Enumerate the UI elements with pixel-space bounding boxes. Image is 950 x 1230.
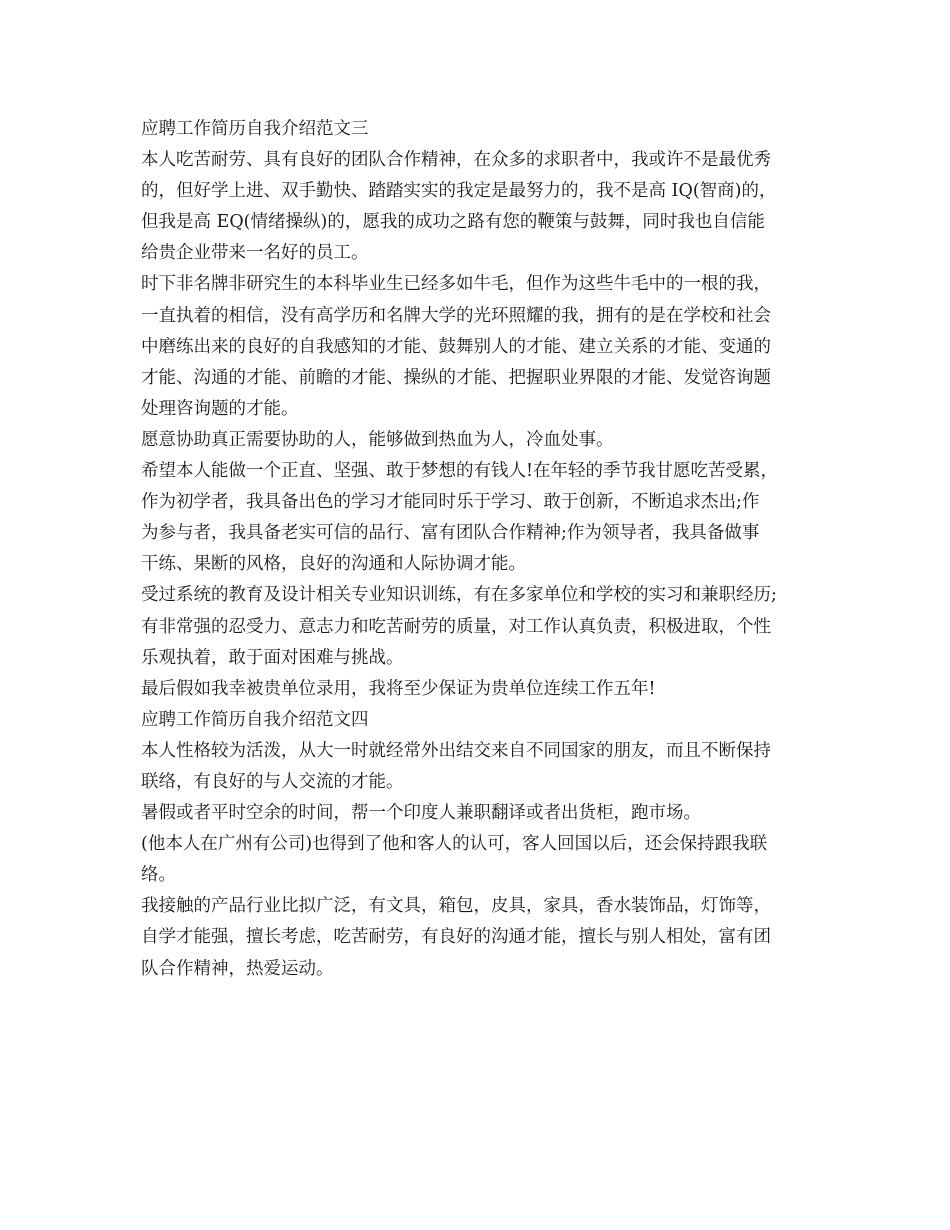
text-line: 中磨练出来的良好的自我感知的才能、鼓舞别人的才能、建立关系的才能、变通的 xyxy=(141,336,771,357)
text-line: 作为初学者，我具备出色的学习才能同时乐于学习、敢于创新，不断追求杰出;作 xyxy=(141,492,760,513)
text-line: 联络，有良好的与人交流的才能。 xyxy=(141,771,404,792)
text-line: 但我是高 EQ(情绪操纵)的，愿我的成功之路有您的鞭策与鼓舞，同时我也自信能 xyxy=(141,212,765,233)
text-line: 最后假如我幸被贵单位录用，我将至少保证为贵单位连续工作五年! xyxy=(141,678,656,699)
section-heading-3: 应聘工作简历自我介绍范文三 xyxy=(141,119,369,139)
text-line: 本人性格较为活泼，从大一时就经常外出结交来自不同国家的朋友，而且不断保持 xyxy=(141,740,771,761)
text-line: 给贵企业带来一名好的员工。 xyxy=(141,243,369,264)
text-line: 干练、果断的风格，良好的沟通和人际协调才能。 xyxy=(141,554,526,575)
text-line: 处理咨询题的才能。 xyxy=(141,398,299,419)
text-line: 愿意协助真正需要协助的人，能够做到热血为人，冷血处事。 xyxy=(141,429,614,450)
text-line: 我接触的产品行业比拟广泛，有文具，箱包，皮具，家具，香水装饰品，灯饰等， xyxy=(141,896,771,917)
text-line: (他本人在广州有公司)也得到了他和客人的认可，客人回国以后，还会保持跟我联 xyxy=(141,834,768,855)
text-line: 才能、沟通的才能、前瞻的才能、操纵的才能、把握职业界限的才能、发觉咨询题 xyxy=(141,367,771,388)
text-line: 时下非名牌非研究生的本科毕业生已经多如牛毛，但作为这些牛毛中的一根的我， xyxy=(141,274,771,295)
text-line: 队合作精神，热爱运动。 xyxy=(141,958,334,979)
text-line: 受过系统的教育及设计相关专业知识训练，有在多家单位和学校的实习和兼职经历; xyxy=(141,585,777,606)
text-line: 的，但好学上进、双手勤快、踏踏实实的我定是最努力的，我不是高 IQ(智商)的， xyxy=(141,181,777,202)
text-line: 暑假或者平时空余的时间，帮一个印度人兼职翻译或者出货柜，跑市场。 xyxy=(141,803,701,824)
text-line: 一直执着的相信，没有高学历和名牌大学的光环照耀的我，拥有的是在学校和社会 xyxy=(141,305,771,326)
document-body xyxy=(141,114,816,985)
text-line: 乐观执着，敢于面对困难与挑战。 xyxy=(141,647,404,668)
text-line: 希望本人能做一个正直、坚强、敢于梦想的有钱人!在年轻的季节我甘愿吃苦受累， xyxy=(141,461,779,482)
text-line: 为参与者，我具备老实可信的品行、富有团队合作精神;作为领导者，我具备做事 xyxy=(141,523,760,544)
section-heading-4: 应聘工作简历自我介绍范文四 xyxy=(141,709,369,730)
text-line: 有非常强的忍受力、意志力和吃苦耐劳的质量，对工作认真负责，积极进取，个性 xyxy=(141,616,771,637)
text-line: 络。 xyxy=(141,865,176,886)
text-line: 自学才能强，擅长考虑，吃苦耐劳，有良好的沟通才能，擅长与别人相处，富有团 xyxy=(141,927,771,948)
text-line: 本人吃苦耐劳、具有良好的团队合作精神，在众多的求职者中，我或许不是最优秀 xyxy=(141,150,771,171)
